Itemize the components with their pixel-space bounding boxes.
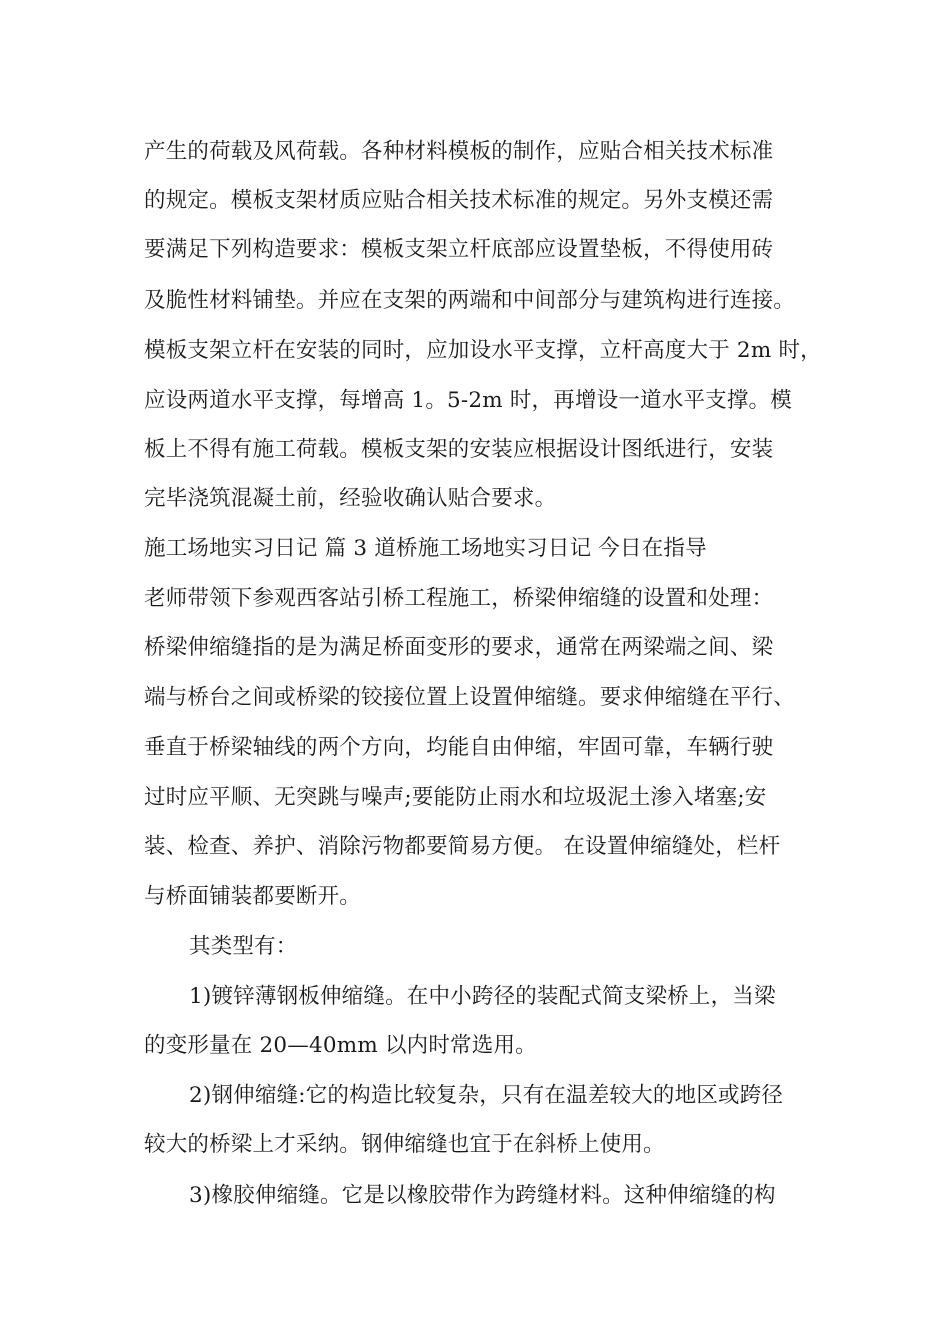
text-line: 垂直于桥梁轴线的两个方向，均能自由伸缩，牢固可靠，车辆行驶 [144,735,774,760]
text-line: 板上不得有施工荷载。模板支架的安装应根据设计图纸进行，安装 [144,437,774,462]
text-line: 桥梁伸缩缝指的是为满足桥面变形的要求，通常在两梁端之间、梁 [144,635,774,660]
text-line: 较大的桥梁上才采纳。钢伸缩缝也宜于在斜桥上使用。 [144,1132,665,1157]
text-line: 的规定。模板支架材质应贴合相关技术标准的规定。另外支模还需 [144,188,774,213]
text-line: 及脆性材料铺垫。并应在支架的两端和中间部分与建筑构进行连接。 [144,288,796,313]
text-line: 要满足下列构造要求：模板支架立杆底部应设置垫板，不得使用砖 [144,237,774,262]
text-line: 端与桥台之间或桥梁的铰接位置上设置伸缩缝。要求伸缩缝在平行、 [144,685,796,710]
text-line: 的变形量在 20—40mm 以内时常选用。 [144,1033,537,1058]
text-line: 完毕浇筑混凝土前，经验收确认贴合要求。 [144,486,557,511]
text-line: 与桥面铺装都要断开。 [144,884,362,909]
text-line: 2)钢伸缩缝:它的构造比较复杂，只有在温差较大的地区或跨径 [189,1083,784,1108]
text-line: 应设两道水平支撑，每增高 1。5-2m 时，再增设一道水平支撑。模 [144,388,792,413]
text-line: 3)橡胶伸缩缝。它是以橡胶带作为跨缝材料。这种伸缩缝的构 [189,1183,776,1208]
text-line: 1)镀锌薄钢板伸缩缝。在中小跨径的装配式简支梁桥上，当梁 [189,984,776,1009]
text-line: 产生的荷载及风荷载。各种材料模板的制作，应贴合相关技术标准 [144,139,774,164]
text-line: 老师带领下参观西客站引桥工程施工，桥梁伸缩缝的设置和处理： [144,586,774,611]
text-line: 其类型有： [189,934,298,959]
text-line: 施工场地实习日记 篇 3 道桥施工场地实习日记 今日在指导 [144,536,707,561]
text-line: 装、检查、养护、消除污物都要简易方便。 在设置伸缩缝处，栏杆 [144,834,781,859]
text-line: 模板支架立杆在安装的同时，应加设水平支撑，立杆高度大于 2m 时， [144,338,822,363]
text-line: 过时应平顺、无突跳与噪声;要能防止雨水和垃圾泥土渗入堵塞;安 [144,785,767,810]
